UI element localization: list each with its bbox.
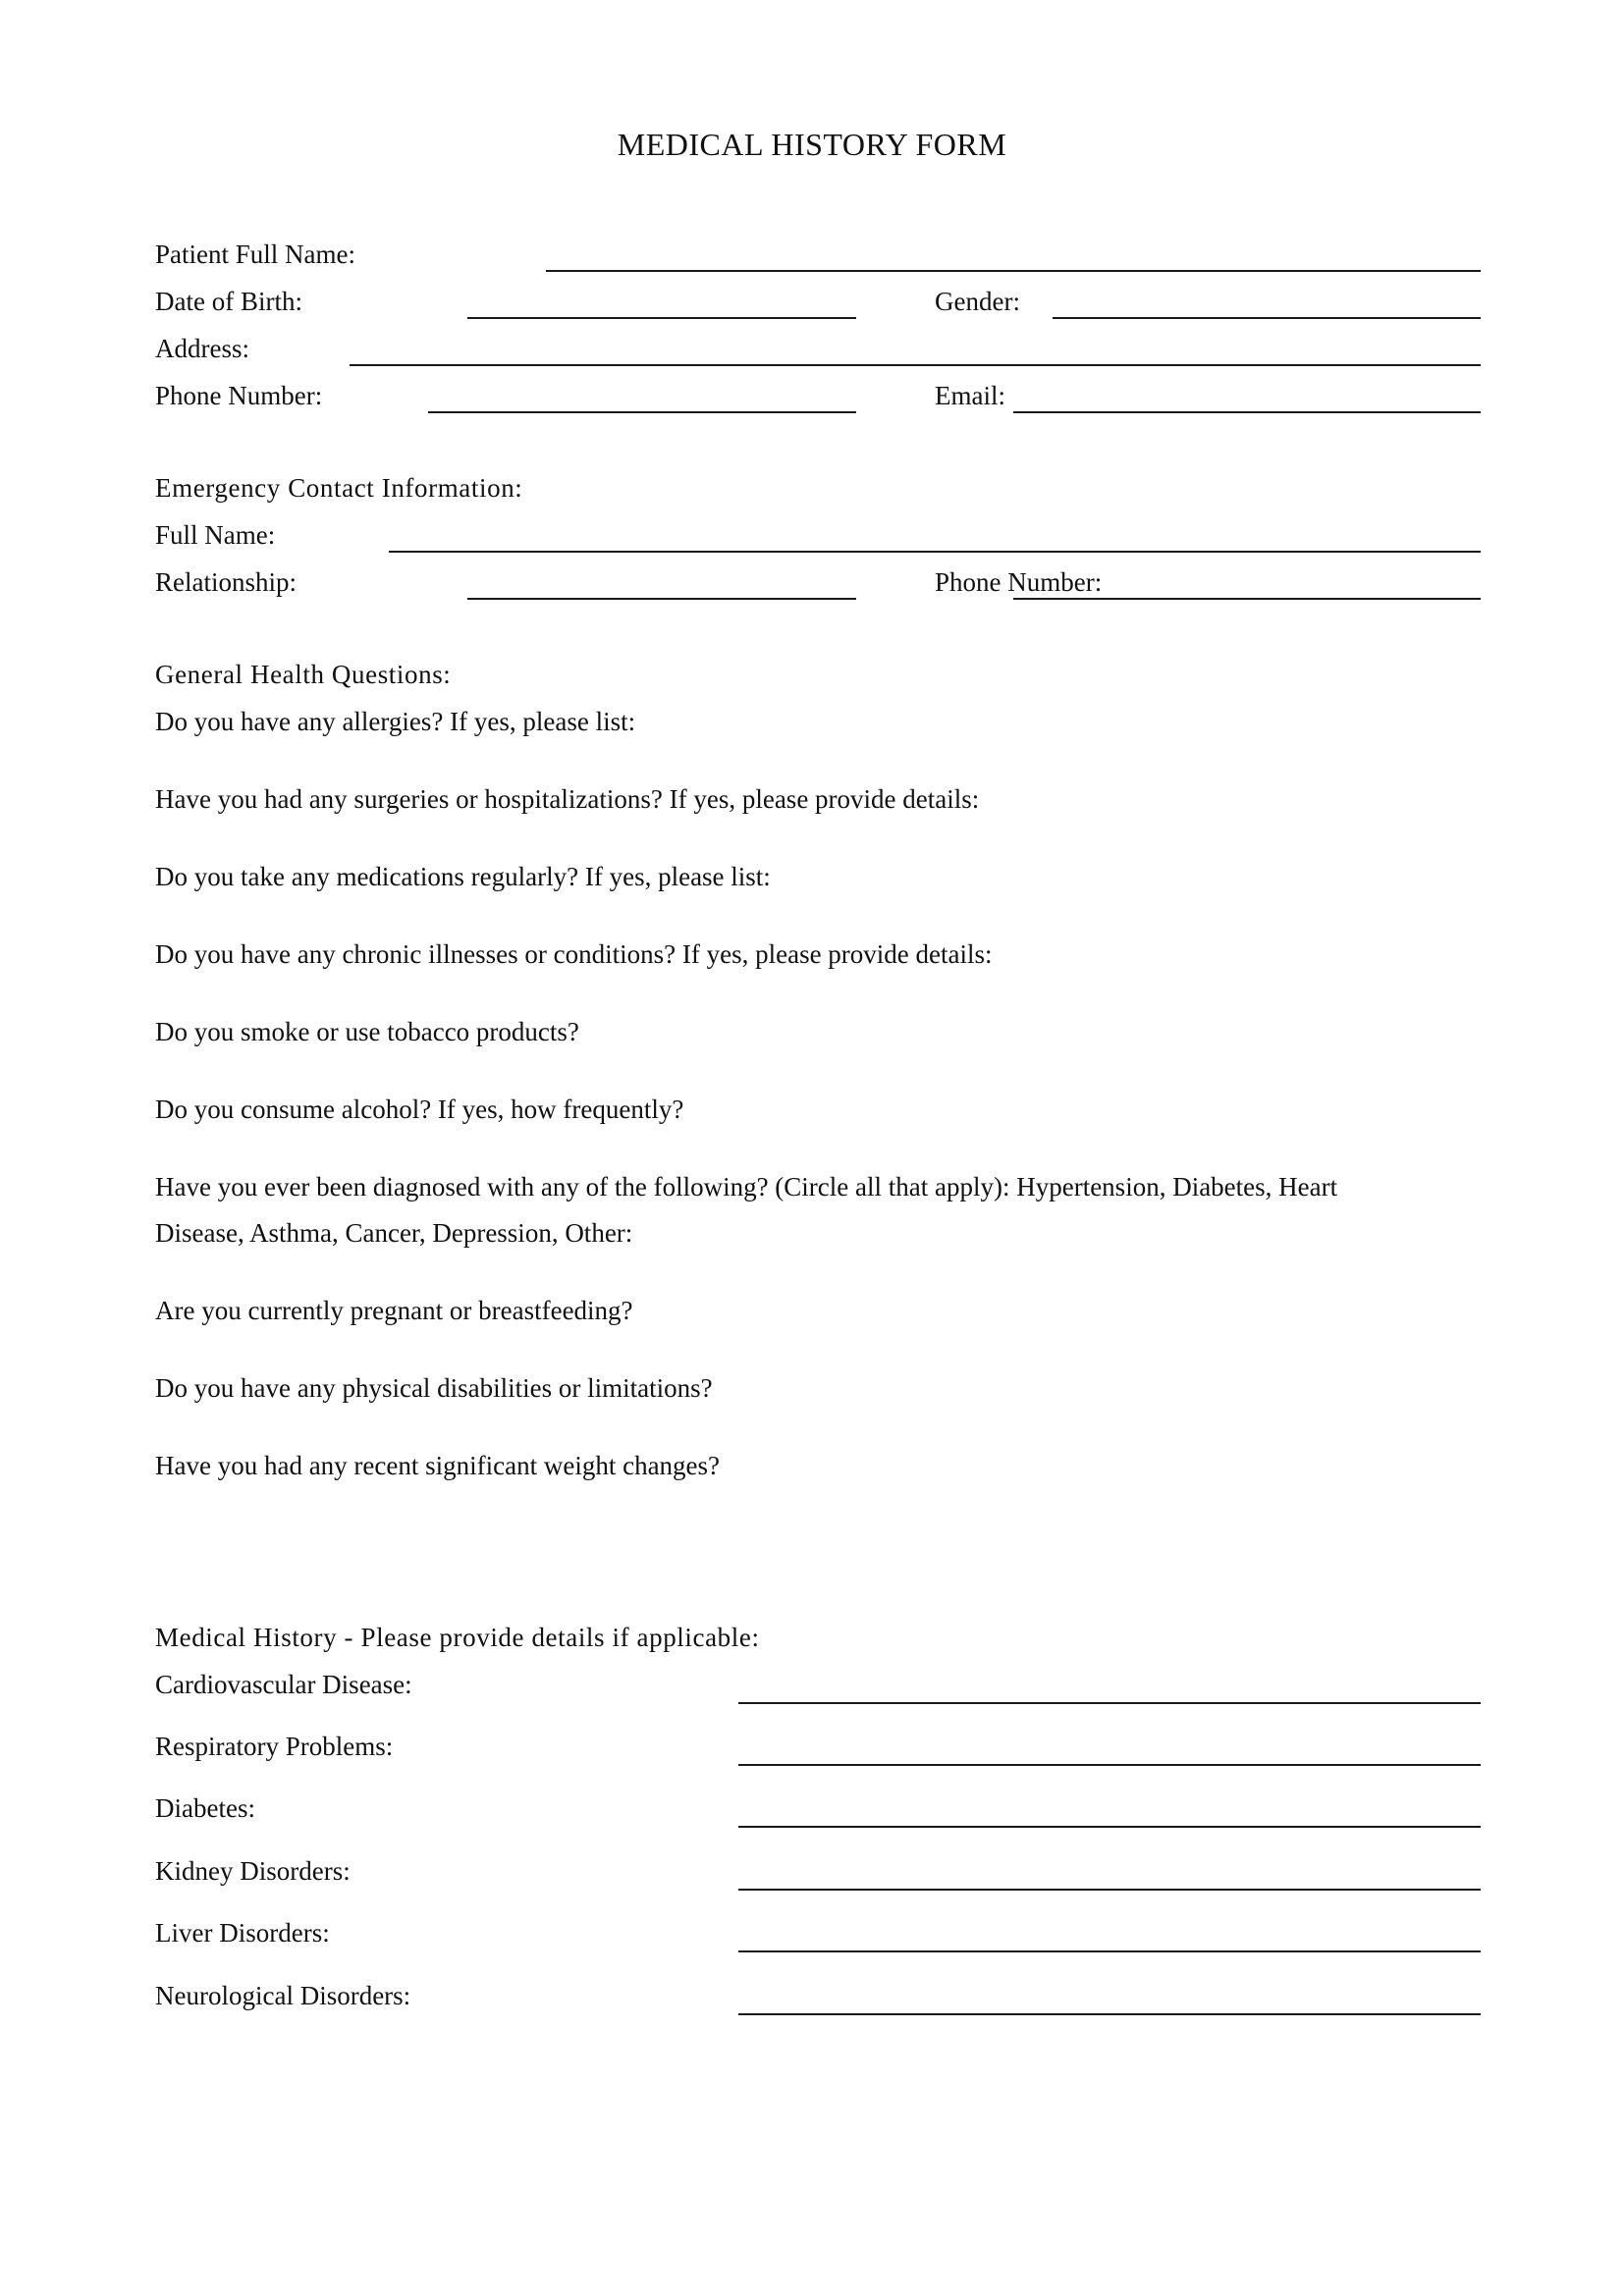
- patient-full-name-label: Patient Full Name:: [155, 240, 355, 269]
- diabetes-field[interactable]: [738, 1826, 1481, 1828]
- phone-number-field[interactable]: [428, 411, 856, 413]
- relationship-field[interactable]: [467, 598, 856, 600]
- question-alcohol: Do you consume alcohol? If yes, how frequently?: [155, 1095, 684, 1124]
- general-health-heading: General Health Questions:: [155, 660, 452, 689]
- date-of-birth-label: Date of Birth:: [155, 287, 302, 316]
- question-pregnancy: Are you currently pregnant or breastfeeding?: [155, 1296, 633, 1325]
- respiratory-label: Respiratory Problems:: [155, 1732, 394, 1761]
- relationship-label: Relationship:: [155, 567, 297, 597]
- cardiovascular-field[interactable]: [738, 1702, 1481, 1704]
- email-label: Email:: [935, 381, 1005, 410]
- kidney-field[interactable]: [738, 1889, 1481, 1891]
- medical-history-heading: Medical History - Please provide details if applicable:: [155, 1623, 760, 1652]
- email-field[interactable]: [1013, 411, 1481, 413]
- emergency-full-name-field[interactable]: [389, 551, 1481, 553]
- emergency-phone-label: Phone Number:: [935, 567, 1103, 597]
- neurological-field[interactable]: [738, 2013, 1481, 2015]
- phone-number-label: Phone Number:: [155, 381, 323, 410]
- gender-label: Gender:: [935, 287, 1020, 316]
- emergency-phone-field[interactable]: [1013, 598, 1481, 600]
- question-tobacco: Do you smoke or use tobacco products?: [155, 1017, 579, 1046]
- question-diagnoses-line2: Disease, Asthma, Cancer, Depression, Other:: [155, 1218, 633, 1248]
- gender-field[interactable]: [1053, 317, 1481, 319]
- date-of-birth-field[interactable]: [467, 317, 856, 319]
- question-medications: Do you take any medications regularly? If yes, please list:: [155, 862, 771, 891]
- page-title: MEDICAL HISTORY FORM: [617, 127, 1007, 162]
- patient-full-name-field[interactable]: [546, 270, 1481, 272]
- liver-label: Liver Disorders:: [155, 1918, 330, 1948]
- emergency-full-name-label: Full Name:: [155, 520, 276, 550]
- address-label: Address:: [155, 334, 249, 363]
- respiratory-field[interactable]: [738, 1764, 1481, 1766]
- question-surgeries: Have you had any surgeries or hospitalizations? If yes, please provide details:: [155, 784, 980, 814]
- cardiovascular-label: Cardiovascular Disease:: [155, 1670, 412, 1699]
- address-field[interactable]: [350, 364, 1481, 366]
- diabetes-label: Diabetes:: [155, 1793, 255, 1823]
- question-diagnoses-line1: Have you ever been diagnosed with any of the following? (Circle all that apply): Hypertension, Diabetes, Heart: [155, 1172, 1338, 1201]
- question-chronic-illnesses: Do you have any chronic illnesses or conditions? If yes, please provide details:: [155, 939, 993, 969]
- question-disabilities: Do you have any physical disabilities or limitations?: [155, 1373, 713, 1403]
- question-allergies: Do you have any allergies? If yes, please list:: [155, 707, 636, 736]
- question-weight-changes: Have you had any recent significant weight changes?: [155, 1451, 721, 1480]
- neurological-label: Neurological Disorders:: [155, 1981, 411, 2010]
- liver-field[interactable]: [738, 1950, 1481, 1952]
- emergency-contact-heading: Emergency Contact Information:: [155, 473, 523, 503]
- kidney-label: Kidney Disorders:: [155, 1856, 351, 1886]
